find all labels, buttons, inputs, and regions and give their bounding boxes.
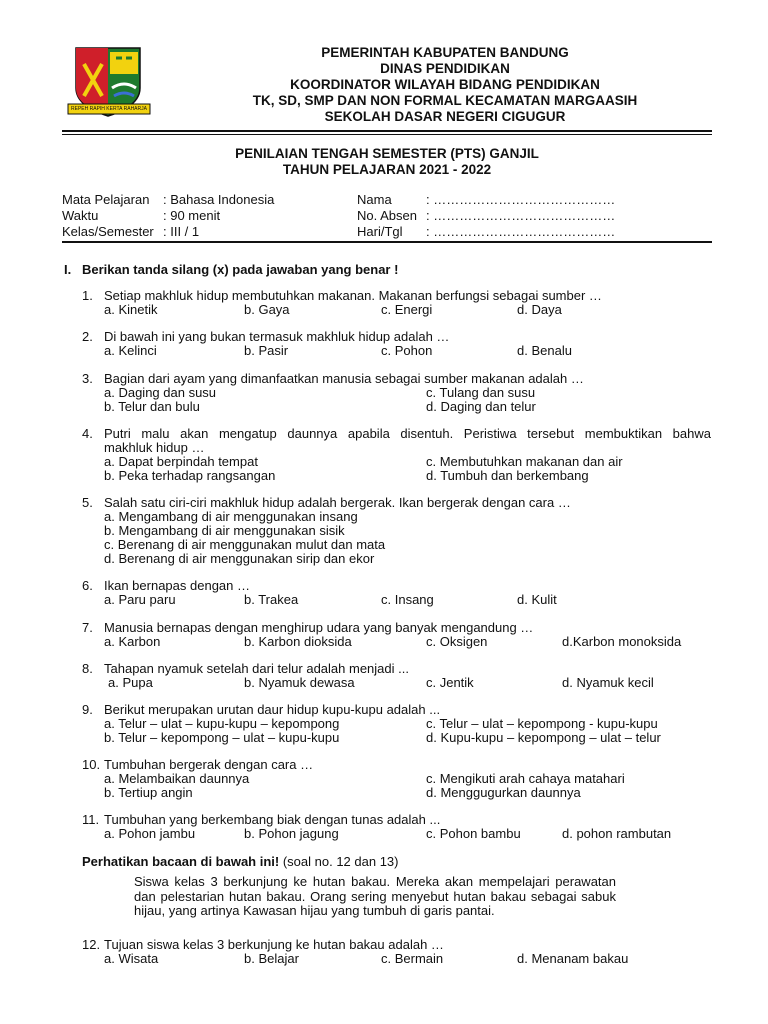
info-divider [62,241,712,243]
question-9-option-c: c. Telur – ulat – kepompong - kupu-kupu [426,716,658,731]
question-1-number: 1. [82,288,93,303]
question-9-option-d: d. Kupu-kupu – kepompong – ulat – telur [426,730,661,745]
question-12-text: Tujuan siswa kelas 3 berkunjung ke hutan bakau adalah … [104,937,444,952]
header-line-2: DINAS PENDIDIKAN [380,61,510,76]
question-7-option-b: b. Karbon dioksida [244,634,352,649]
question-10-option-c: c. Mengikuti arah cahaya matahari [426,771,625,786]
question-12-option-b: b. Belajar [244,951,299,966]
info-label-class: Kelas/Semester [62,224,154,239]
info-value-date: : …………………………………… [426,224,616,239]
question-1-option-c: c. Energi [381,302,433,317]
question-3-option-b: b. Telur dan bulu [104,399,200,414]
question-7-option-a: a. Karbon [104,634,161,649]
question-2-option-c: c. Pohon [381,343,433,358]
question-7-option-c: c. Oksigen [426,634,488,649]
question-7-number: 7. [82,620,93,635]
question-9-option-a: a. Telur – ulat – kupu-kupu – kepompong [104,716,340,731]
question-4-number: 4. [82,426,93,441]
question-5-number: 5. [82,495,93,510]
question-11-number: 11. [82,812,100,827]
question-4-text-line-1: Putri malu akan mengatup daunnya apabila disentuh. Peristiwa tersebut membuktikan bahwa [104,426,711,441]
reading-intro-bold: Perhatikan bacaan di bawah ini! [82,854,280,869]
question-4-text-line-2: makhluk hidup … [104,440,205,455]
question-3-option-d: d. Daging dan telur [426,399,536,414]
question-5-option-b: b. Mengambang di air menggunakan sisik [104,523,345,538]
question-4-option-d: d. Tumbuh dan berkembang [426,468,589,483]
question-12-option-c: c. Bermain [381,951,444,966]
question-8-number: 8. [82,661,93,676]
question-12-option-a: a. Wisata [104,951,159,966]
question-11-option-d: d. pohon rambutan [562,826,672,841]
question-5-text: Salah satu ciri-ciri makhluk hidup adalah bergerak. Ikan bergerak dengan cara … [104,495,571,510]
logo-motto: REPEH RAPIH KERTA RAHARJA [71,106,147,112]
info-value-name: : …………………………………… [426,192,616,207]
header-divider-thin [62,134,712,135]
question-6-text: Ikan bernapas dengan … [104,578,250,593]
header-divider-thick [62,130,712,132]
question-2-option-b: b. Pasir [244,343,289,358]
question-6-number: 6. [82,578,93,593]
section-instruction: Berikan tanda silang (x) pada jawaban yang benar ! [82,262,399,277]
question-2-option-a: a. Kelinci [104,343,157,358]
header-line-4: TK, SD, SMP DAN NON FORMAL KECAMATAN MARGAASIH [252,93,638,108]
question-2-number: 2. [82,329,93,344]
question-7-text: Manusia bernapas dengan menghirup udara yang banyak mengandung … [104,620,534,635]
section-number: I. [64,262,72,277]
question-1-text: Setiap makhluk hidup membutuhkan makanan. Makanan berfungsi sebagai sumber … [104,288,602,303]
question-9-text: Berikut merupakan urutan daur hidup kupu-kupu adalah ... [104,702,441,717]
question-3-option-a: a. Daging dan susu [104,385,217,400]
info-label-time: Waktu [62,208,99,223]
question-3-option-c: c. Tulang dan susu [426,385,536,400]
question-11-option-b: b. Pohon jagung [244,826,339,841]
question-4-option-b: b. Peka terhadap rangsangan [104,468,276,483]
info-value-absen: : …………………………………… [426,208,616,223]
exam-title: PENILAIAN TENGAH SEMESTER (PTS) GANJIL [235,146,539,161]
question-7-option-d: d.Karbon monoksida [562,634,682,649]
question-6-option-b: b. Trakea [244,592,299,607]
question-10-option-b: b. Tertiup angin [104,785,193,800]
header-line-5: SEKOLAH DASAR NEGERI CIGUGUR [324,109,566,124]
info-label-date: Hari/Tgl [357,224,403,239]
info-value-class: : III / 1 [163,224,200,239]
question-8-option-d: d. Nyamuk kecil [562,675,654,690]
question-2-text: Di bawah ini yang bukan termasuk makhluk hidup adalah … [104,329,450,344]
question-9-option-b: b. Telur – kepompong – ulat – kupu-kupu [104,730,340,745]
question-12-number: 12. [82,937,101,952]
question-8-option-b: b. Nyamuk dewasa [244,675,355,690]
question-10-number: 10. [82,757,101,772]
reading-intro-rest: (soal no. 12 dan 13) [279,854,399,869]
reading-passage: Siswa kelas 3 berkunjung ke hutan bakau. Mereka akan mempelajari perawatan dan pelestarian hutan bakau. Orang sering menyebut hutan bakau sebagai sabuk hijau, yang artinya Kawasan hijau yang tumbuh di garis pantai. [134,874,616,918]
header-line-3: KOORDINATOR WILAYAH BIDANG PENDIDIKAN [290,77,600,92]
question-1-option-a: a. Kinetik [104,302,158,317]
info-label-name: Nama [357,192,392,207]
question-1-option-b: b. Gaya [244,302,290,317]
reading-intro [82,854,398,869]
question-1-option-d: d. Daya [517,302,562,317]
info-label-subject: Mata Pelajaran [62,192,150,207]
question-10-text: Tumbuhan bergerak dengan cara … [104,757,314,772]
question-5-option-d: d. Berenang di air menggunakan sirip dan ekor [104,551,375,566]
question-11-option-c: c. Pohon bambu [426,826,521,841]
question-10-option-a: a. Melambaikan daunnya [104,771,250,786]
question-6-option-c: c. Insang [381,592,434,607]
info-value-time: : 90 menit [163,208,221,223]
question-8-option-a: a. Pupa [108,675,153,690]
question-8-option-c: c. Jentik [426,675,474,690]
question-3-text: Bagian dari ayam yang dimanfaatkan manusia sebagai sumber makanan adalah … [104,371,584,386]
question-9-number: 9. [82,702,93,717]
question-4-option-a: a. Dapat berpindah tempat [104,454,258,469]
header-line-1: PEMERINTAH KABUPATEN BANDUNG [321,45,569,60]
exam-year: TAHUN PELAJARAN 2021 - 2022 [282,162,492,177]
question-6-option-d: d. Kulit [517,592,557,607]
question-6-option-a: a. Paru paru [104,592,176,607]
question-2-option-d: d. Benalu [517,343,572,358]
question-10-option-d: d. Menggugurkan daunnya [426,785,581,800]
info-value-subject: : Bahasa Indonesia [163,192,275,207]
info-label-absen: No. Absen [357,208,417,223]
question-11-text: Tumbuhan yang berkembang biak dengan tunas adalah ... [104,812,441,827]
question-5-option-a: a. Mengambang di air menggunakan insang [104,509,358,524]
question-8-text: Tahapan nyamuk setelah dari telur adalah menjadi ... [104,661,409,676]
question-12-option-d: d. Menanam bakau [517,951,629,966]
question-11-option-a: a. Pohon jambu [104,826,196,841]
question-4-option-c: c. Membutuhkan makanan dan air [426,454,623,469]
question-3-number: 3. [82,371,93,386]
question-5-option-c: c. Berenang di air menggunakan mulut dan mata [104,537,386,552]
